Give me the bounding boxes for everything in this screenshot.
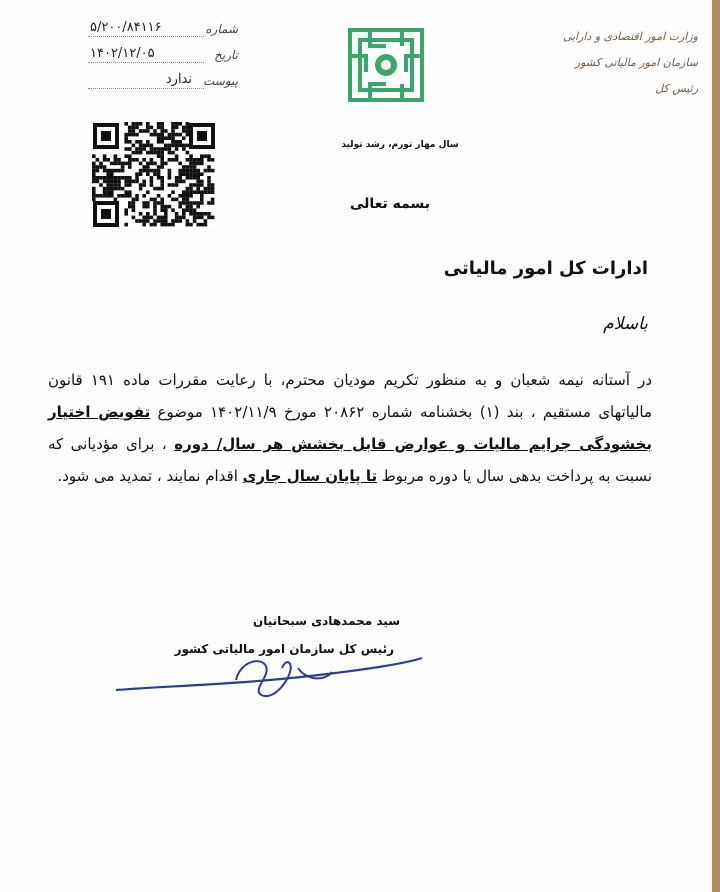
attachment-value: ندارد (165, 72, 192, 87)
body-text: اقدام نمایند ، تمدید می شود. (57, 467, 243, 485)
letter-date: ۱۴۰۲/۱۲/۰۵ (90, 46, 155, 61)
letter-number: ۵/۲۰۰/۸۴۱۱۶ (90, 20, 162, 35)
handwritten-signature (110, 650, 430, 706)
attachment-row (88, 72, 238, 98)
body-emphasis-deadline: تا پایان سال جاری (242, 467, 378, 485)
body-text: در آستانه نیمه شعبان و به منظور تکریم مودیان محترم، با رعایت مقررات ماده ۱۹۱ قانون مالیاتهای مستقیم ، بند (۱) بخشنامه شماره ۲۰۸۶۲ مورخ ۱۴۰۲/۱۱/۹ موضوع (48, 371, 652, 421)
letterhead-ministry: وزارت امور اقتصادی و دارایی (562, 30, 698, 43)
qr-code (92, 122, 216, 228)
signatory-title: رئیس کل سازمان امور مالیاتی کشور (174, 642, 394, 656)
letter-metadata (88, 20, 238, 98)
signatory-name: سید محمدهادی سبحانیان (252, 614, 400, 628)
letter-body (48, 364, 652, 492)
addressee: ادارات کل امور مالیاتی (443, 258, 648, 279)
date-label: تاریخ (214, 48, 238, 62)
body-text: ، برای مؤدیانی که نسبت به پرداخت بدهی سال یا دوره مربوط (48, 435, 652, 485)
number-row (88, 20, 238, 46)
paper-edge (712, 0, 720, 892)
greeting: باسلام (603, 314, 648, 334)
dotted-line (88, 62, 204, 63)
year-slogan: سال مهار تورم، رشد تولید (341, 140, 459, 150)
number-label: شماره (205, 22, 238, 36)
dotted-line (88, 88, 204, 89)
attachment-label: پیوست (203, 74, 238, 88)
dotted-line (88, 36, 204, 37)
basmala: بسمه تعالی (349, 196, 431, 212)
letterhead (548, 24, 698, 102)
tax-organization-logo (346, 26, 426, 104)
date-row (88, 46, 238, 72)
letterhead-position: رئیس کل (655, 82, 698, 95)
letterhead-organization: سازمان امور مالیاتی کشور (574, 56, 698, 69)
body-emphasis-subject: تفویض اختیار بخشودگی جرایم مالیات و عوارض قابل بخشش هر سال/ دوره (48, 403, 653, 453)
